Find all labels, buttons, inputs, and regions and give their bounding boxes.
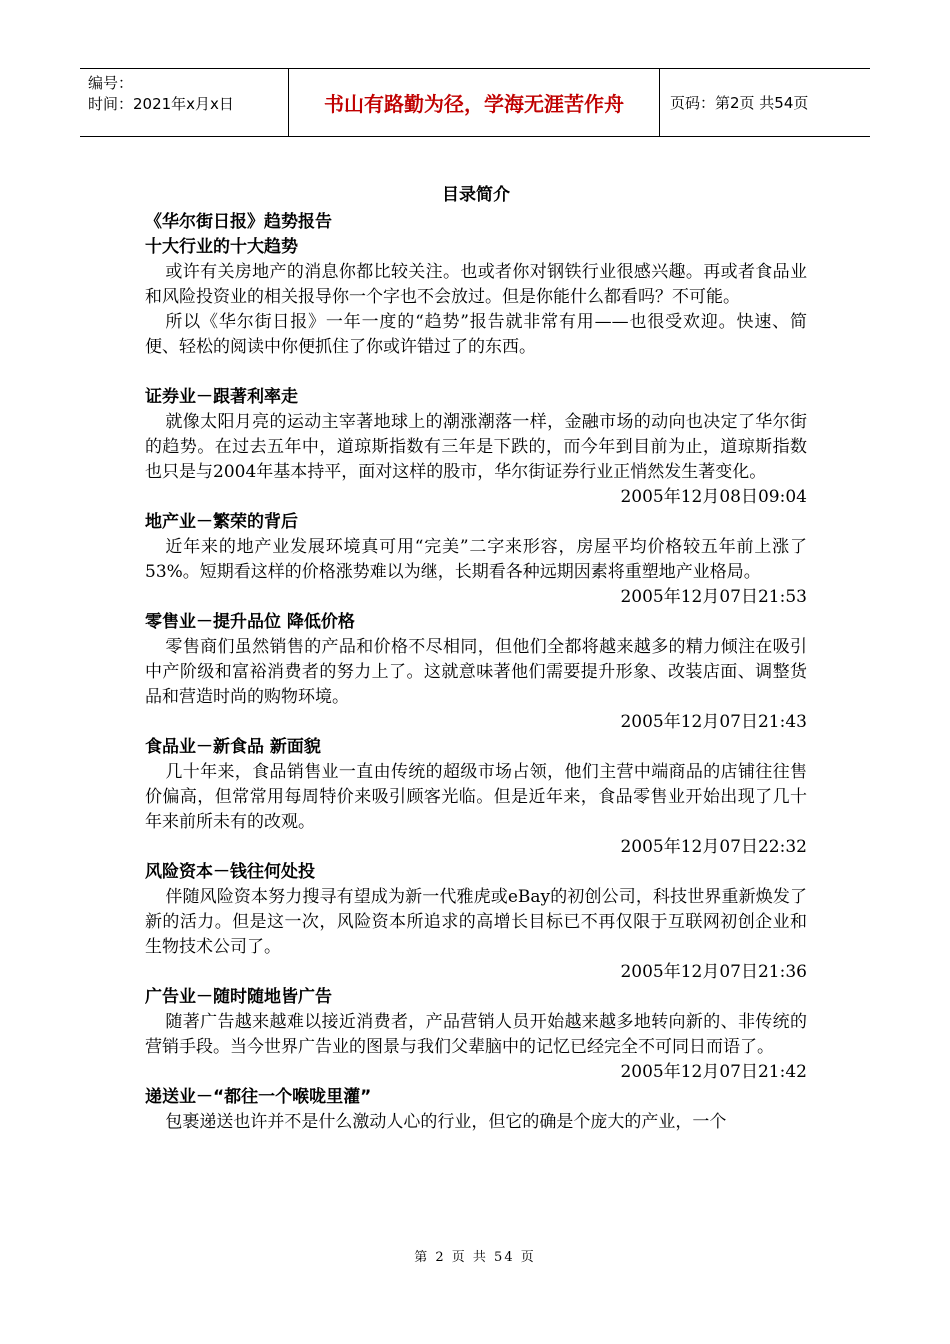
section-body: 就像太阳月亮的运动主宰著地球上的潮涨潮落一样，金融市场的动向也决定了华尔街的趋势。在过去五年中，道琼斯指数有三年是下跌的，而今年到目前为止，道琼斯指数也只是与2004年基本持平，面对这样的股市，华尔街证券行业正悄然发生著变化。 xyxy=(145,412,807,482)
section xyxy=(145,1085,807,1135)
section-heading: 零售业－提升品位 降低价格 xyxy=(145,612,355,632)
section-heading: 证券业－跟著利率走 xyxy=(145,387,298,407)
section-body: 近年来的地产业发展环境真可用“完美”二字来形容，房屋平均价格较五年前上涨了53%。短期看这样的价格涨势难以为继，长期看各种远期因素将重塑地产业格局。 xyxy=(145,537,807,582)
section-body: 几十年来，食品销售业一直由传统的超级市场占领，他们主营中端商品的店铺往往售价偏高，但常常用每周特价来吸引顾客光临。但是近年来，食品零售业开始出现了几十年来前所未有的改观。 xyxy=(145,762,807,832)
section-body: 零售商们虽然销售的产品和价格不尽相同，但他们全都将越来越多的精力倾注在吸引中产阶级和富裕消费者的努力上了。这就意味著他们需要提升形象、改装店面、调整货品和营造时尚的购物环境。 xyxy=(145,637,807,707)
section xyxy=(145,860,807,985)
section-date: 2005年12月07日21:42 xyxy=(620,1062,807,1082)
section xyxy=(145,385,807,510)
section-date: 2005年12月08日09:04 xyxy=(620,487,807,507)
section-body: 包裹递送也许并不是什么激动人心的行业，但它的确是个庞大的产业，一个 xyxy=(165,1112,727,1132)
header-motto: 书山有路勤为径，学海无涯苦作舟 xyxy=(289,69,660,136)
spacer xyxy=(145,360,807,385)
section xyxy=(145,985,807,1085)
section-date: 2005年12月07日21:36 xyxy=(620,962,807,982)
section-date: 2005年12月07日21:43 xyxy=(620,712,807,732)
header-left-cell xyxy=(80,69,289,136)
section xyxy=(145,610,807,735)
header-time-label: 时间：2021年x月x日 xyxy=(88,95,234,113)
document-body xyxy=(145,183,807,1135)
section-date: 2005年12月07日21:53 xyxy=(620,587,807,607)
section-date: 2005年12月07日22:32 xyxy=(620,837,807,857)
section-body: 伴随风险资本努力搜寻有望成为新一代雅虎或eBay的初创公司，科技世界重新焕发了新的活力。但是这一次，风险资本所追求的高增长目标已不再仅限于互联网初创企业和生物技术公司了。 xyxy=(145,887,807,957)
document-title: 目录简介 xyxy=(442,185,510,205)
section xyxy=(145,510,807,610)
intro-paragraph: 或许有关房地产的消息你都比较关注。也或者你对钢铁行业很感兴趣。再或者食品业和风险投资业的相关报导你一个字也不会放过。但是你能什么都看吗？不可能。 xyxy=(145,262,807,307)
section xyxy=(145,735,807,860)
page-header xyxy=(80,68,870,137)
header-page-info: 页码：第2页 共54页 xyxy=(670,94,809,112)
section-heading: 广告业－随时随地皆广告 xyxy=(145,987,332,1007)
section-heading: 递送业－“都往一个喉咙里灌” xyxy=(145,1087,372,1107)
section-heading: 地产业－繁荣的背后 xyxy=(145,512,298,532)
section-body: 随著广告越来越难以接近消费者，产品营销人员开始越来越多地转向新的、非传统的营销手段。当今世界广告业的图景与我们父辈脑中的记忆已经完全不可同日而语了。 xyxy=(145,1012,807,1057)
page-footer: 第 2 页 共 54 页 xyxy=(414,1250,536,1265)
document-subtitle: 《华尔街日报》趋势报告 xyxy=(145,212,332,232)
intro-paragraph: 所以《华尔街日报》一年一度的“趋势”报告就非常有用——也很受欢迎。快速、简便、轻松的阅读中你便抓住了你或许错过了的东西。 xyxy=(145,312,807,357)
section-heading: 风险资本－钱往何处投 xyxy=(145,862,315,882)
section-heading: 食品业－新食品 新面貌 xyxy=(145,737,321,757)
document-subtitle-2: 十大行业的十大趋势 xyxy=(145,237,298,257)
header-number-label: 编号： xyxy=(88,74,134,92)
